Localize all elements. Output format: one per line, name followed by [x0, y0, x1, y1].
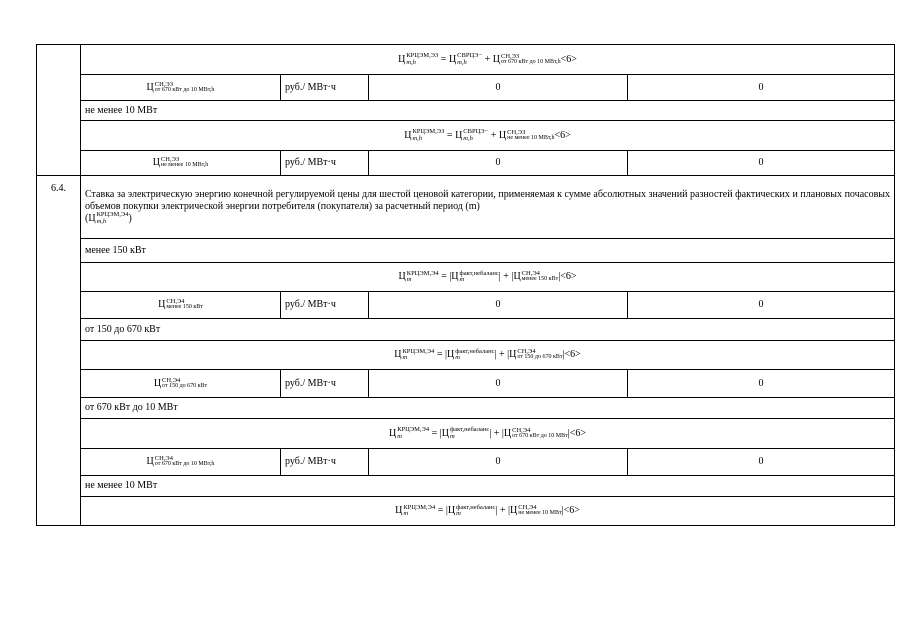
value-cell: 0: [628, 370, 895, 398]
value-cell: 0: [628, 75, 895, 101]
formula-cell: [81, 121, 895, 151]
formula-row: [37, 121, 895, 151]
unit-cell: руб./ МВт·ч: [281, 75, 369, 101]
group-header: от 670 кВт до 10 МВт: [81, 398, 895, 419]
formula-row: [37, 497, 895, 526]
formula-total-e4-10mw: Ц КРЦЭМ,Э4 m = |Ц факт,небаланс m | + |Ц СН,Э4 не менее 10 МВт |<6>: [395, 503, 580, 517]
formula-total-e4-150kw: Ц КРЦЭМ,Э4 m = |Ц факт,небаланс m | + |Ц СН,Э4 менее 150 кВт |<6>: [398, 269, 577, 283]
unit-cell: руб./ МВт·ч: [281, 449, 369, 476]
formula-cell: [81, 497, 895, 526]
value-cell: 0: [369, 370, 628, 398]
rate-row: [37, 75, 895, 101]
symbol-cell: Ц СН,ЭЗ не менее 10 МВт,h: [81, 151, 281, 176]
value-cell: 0: [628, 151, 895, 176]
section-description: Ставка за электрическую энергию конечной регулируемой цены для шестой ценовой категории, применяемая к сумме абсолютных значений разностей фактических и плановых почасовых объемов покупки электрической энергии потребителя (покупателя) за расчетный период (m): [85, 189, 891, 212]
formula-row: [37, 45, 895, 75]
formula-row: [37, 419, 895, 449]
formula-cell: [81, 419, 895, 449]
group-header: менее 150 кВт: [81, 239, 895, 263]
formula-total-e3-670kw: Ц КРЦЭМ,ЭЗ m,h = Ц СВРЦЭ− m,h + Ц СН,ЭЗ от 670 кВт до 10 МВт,h <6>: [398, 52, 577, 66]
group-header-row: [37, 476, 895, 497]
tariff-table: [36, 44, 895, 526]
value-cell: 0: [628, 292, 895, 319]
formula-cell: [81, 341, 895, 370]
rate-row: [37, 151, 895, 176]
unit-cell: руб./ МВт·ч: [281, 151, 369, 176]
formula-total-e4-150-670kw: Ц КРЦЭМ,Э4 m = |Ц факт,небаланс m | + |Ц СН,Э4 от 150 до 670 кВт |<6>: [394, 347, 581, 361]
section-symbol: (Ц КРЦЭМ,Э4 m,h ): [85, 211, 132, 225]
section-description-row: [37, 176, 895, 239]
value-cell: 0: [369, 75, 628, 101]
section-number-cell-empty: [37, 45, 81, 176]
rate-row: [37, 370, 895, 398]
unit-cell: руб./ МВт·ч: [281, 370, 369, 398]
group-header-row: [37, 101, 895, 121]
rate-row: [37, 449, 895, 476]
group-header-row: [37, 319, 895, 341]
value-cell: 0: [628, 449, 895, 476]
group-header: от 150 до 670 кВт: [81, 319, 895, 341]
formula-cell: [81, 263, 895, 292]
formula-cell: [81, 45, 895, 75]
formula-row: [37, 341, 895, 370]
section-number: 6.4.: [37, 176, 81, 526]
group-header-row: [37, 398, 895, 419]
group-header: не менее 10 МВт: [81, 476, 895, 497]
formula-total-e3-10mw: Ц КРЦЭМ,ЭЗ m,h = Ц СВРЦЭ− m,h + Ц СН,ЭЗ не менее 10 МВт,h <6>: [404, 128, 571, 142]
formula-row: [37, 263, 895, 292]
rate-row: [37, 292, 895, 319]
group-header: не менее 10 МВт: [81, 101, 895, 121]
symbol-cell: Ц СН,ЭЗ от 670 кВт до 10 МВт,h: [81, 75, 281, 101]
symbol-cell: Ц СН,Э4 от 670 кВт до 10 МВт,h: [81, 449, 281, 476]
section-description-cell: [81, 176, 895, 239]
symbol-cell: Ц СН,Э4 от 150 до 670 кВт: [81, 370, 281, 398]
formula-total-e4-670kw-10mw: Ц КРЦЭМ,Э4 m = |Ц факт,небаланс m | + |Ц СН,Э4 от 670 кВт до 10 МВт |<6>: [388, 426, 587, 440]
value-cell: 0: [369, 449, 628, 476]
value-cell: 0: [369, 292, 628, 319]
tariff-table-document: [36, 44, 894, 526]
unit-cell: руб./ МВт·ч: [281, 292, 369, 319]
value-cell: 0: [369, 151, 628, 176]
symbol-cell: Ц СН,Э4 менее 150 кВт: [81, 292, 281, 319]
group-header-row: [37, 239, 895, 263]
